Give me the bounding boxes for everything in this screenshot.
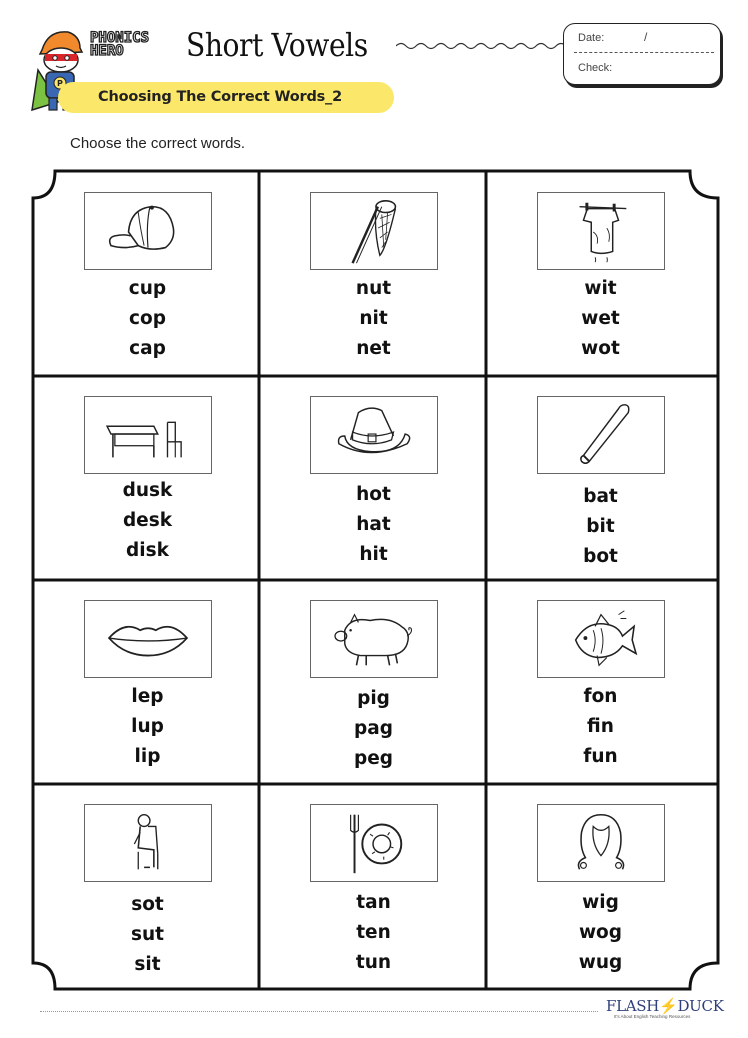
word-option[interactable]: nit: [359, 308, 388, 329]
word-cell: [260, 582, 487, 785]
picture-frame: [310, 192, 438, 270]
word-option[interactable]: lep: [131, 686, 164, 707]
brand-logo: [90, 32, 182, 58]
word-option[interactable]: ten: [356, 922, 391, 943]
word-cell: [487, 174, 714, 377]
word-cell: [487, 582, 714, 785]
word-option[interactable]: bat: [583, 486, 618, 507]
cap-icon: [85, 193, 211, 269]
word-cell: [260, 174, 487, 377]
word-option[interactable]: fon: [583, 686, 618, 707]
picture-frame: [84, 600, 212, 678]
footer-dotted-line: [40, 1011, 598, 1012]
flashduck-logo: [606, 997, 724, 1023]
word-option[interactable]: wug: [578, 952, 623, 973]
hat-icon: [311, 397, 437, 473]
word-option[interactable]: disk: [126, 540, 169, 561]
word-option[interactable]: wog: [578, 922, 623, 943]
brand-line-2: HERO: [90, 43, 124, 59]
word-option[interactable]: pig: [357, 688, 390, 709]
word-option[interactable]: sit: [134, 954, 161, 975]
page-title: Short Vowels: [186, 26, 368, 64]
word-option[interactable]: wet: [581, 308, 620, 329]
svg-text:P: P: [57, 79, 63, 88]
date-check-box: [563, 23, 721, 85]
picture-frame: [537, 192, 665, 270]
picture-frame: [84, 396, 212, 474]
word-option[interactable]: tan: [356, 892, 391, 913]
sit-icon: [85, 805, 211, 881]
word-option[interactable]: cup: [128, 278, 167, 299]
picture-frame: [310, 396, 438, 474]
word-option[interactable]: bot: [583, 546, 618, 567]
word-option[interactable]: lup: [131, 716, 164, 737]
date-slash: /: [644, 30, 648, 44]
wet-shirt-icon: [538, 193, 664, 269]
desk-icon: [85, 397, 211, 473]
worksheet-subtitle: Choosing The Correct Words_2: [98, 89, 342, 105]
wig-icon: [538, 805, 664, 881]
word-option[interactable]: wig: [582, 892, 619, 913]
picture-frame: [310, 804, 438, 882]
word-option[interactable]: cap: [129, 338, 166, 359]
logo-part-2: DUCK: [677, 997, 724, 1015]
word-option[interactable]: nut: [355, 278, 392, 299]
word-cell: [260, 378, 487, 581]
brand-line-1: PHONICS: [90, 30, 150, 46]
word-cell: [487, 786, 714, 989]
picture-frame: [84, 192, 212, 270]
picture-frame: [537, 396, 665, 474]
word-cell: [260, 786, 487, 989]
word-option[interactable]: wit: [584, 278, 617, 299]
picture-frame: [310, 600, 438, 678]
word-cell: [34, 786, 261, 989]
word-option[interactable]: wot: [581, 338, 620, 359]
logo-part-1: FLASH: [606, 997, 660, 1015]
pig-icon: [311, 601, 437, 677]
word-cell: [487, 378, 714, 581]
word-option[interactable]: fun: [583, 746, 618, 767]
word-cell: [34, 582, 261, 785]
word-option[interactable]: fin: [587, 716, 614, 737]
ten-icon: [311, 805, 437, 881]
fin-icon: [538, 601, 664, 677]
wave-divider: [396, 40, 566, 52]
word-option[interactable]: desk: [122, 510, 173, 531]
word-cell: [34, 174, 261, 377]
word-option[interactable]: dusk: [122, 480, 173, 501]
word-option[interactable]: bit: [586, 516, 615, 537]
word-option[interactable]: sut: [130, 924, 165, 945]
picture-frame: [537, 804, 665, 882]
check-label: Check:: [578, 62, 613, 74]
word-cell: [34, 378, 261, 581]
lip-icon: [85, 601, 211, 677]
date-label: Date:: [578, 32, 605, 44]
lightning-bolt-icon: ⚡: [659, 997, 678, 1015]
logo-tagline: It's About English Teaching Resources: [614, 1014, 691, 1019]
word-option[interactable]: hat: [356, 514, 391, 535]
picture-frame: [537, 600, 665, 678]
instruction-text: Choose the correct words.: [70, 135, 246, 152]
word-option[interactable]: hot: [356, 484, 391, 505]
word-option[interactable]: sot: [131, 894, 164, 915]
word-option[interactable]: tun: [355, 952, 392, 973]
word-option[interactable]: cop: [129, 308, 166, 329]
word-option[interactable]: hit: [359, 544, 388, 565]
word-option[interactable]: pag: [354, 718, 393, 739]
word-option[interactable]: net: [356, 338, 391, 359]
word-option[interactable]: lip: [134, 746, 161, 767]
bat-icon: [538, 397, 664, 473]
picture-frame: [84, 804, 212, 882]
date-divider: [574, 52, 714, 53]
word-option[interactable]: peg: [353, 748, 394, 769]
net-icon: [311, 193, 437, 269]
